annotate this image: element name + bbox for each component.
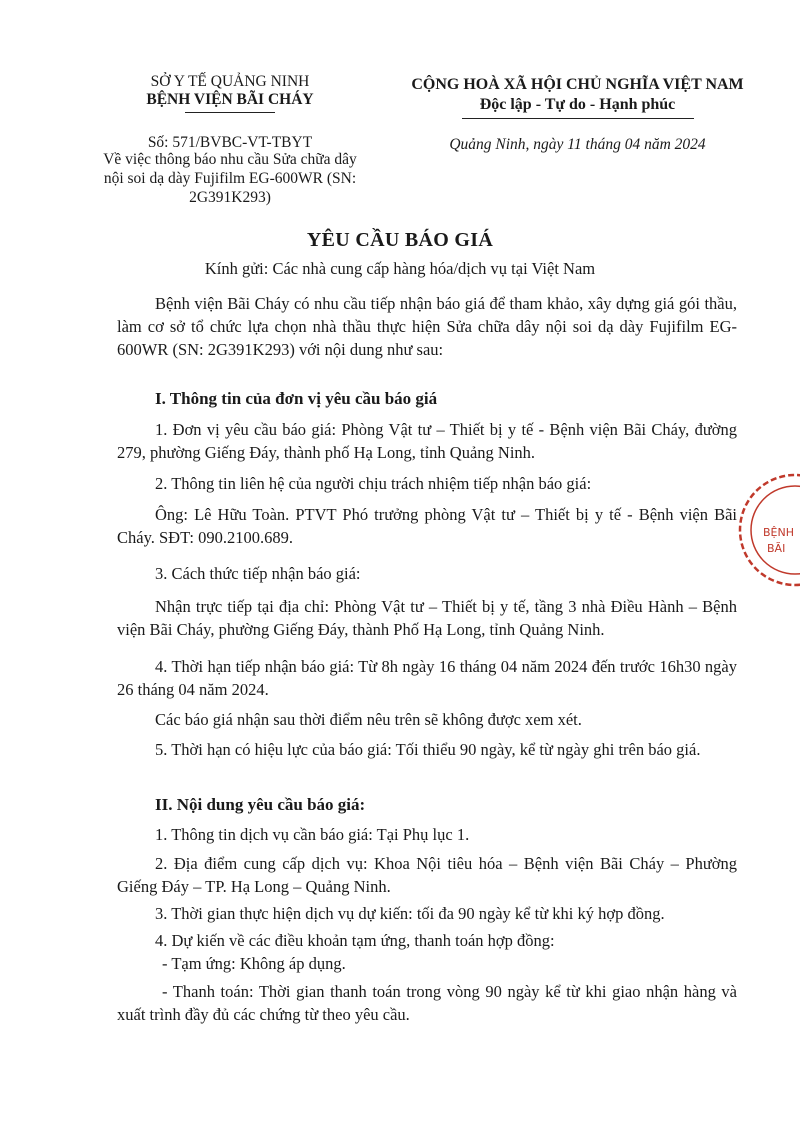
section-2-payment: - Thanh toán: Thời gian thanh toán trong vòng 90 ngày kể từ khi giao nhận hàng và xuất trình đầy đủ các chứng từ theo yêu cầu. xyxy=(117,982,737,1024)
section-1-note: Các báo giá nhận sau thời điểm nêu trên sẽ không được xem xét. xyxy=(155,710,582,729)
document-subject: Về việc thông báo nhu cầu Sửa chữa dây nội soi dạ dày Fujifilm EG-600WR (SN: 2G391K293) xyxy=(103,151,357,206)
ministry-name: SỞ Y TẾ QUẢNG NINH xyxy=(150,73,310,90)
document-title: YÊU CẦU BÁO GIÁ xyxy=(306,229,494,251)
section-1-contact: Ông: Lê Hữu Toàn. PTVT Phó trưởng phòng Vật tư – Thiết bị y tế - Bệnh viện Bãi Cháy. SĐT: 090.2100.689. xyxy=(117,505,737,547)
section-2-item-1: 1. Thông tin dịch vụ cần báo giá: Tại Phụ lục 1. xyxy=(155,825,470,844)
motto-underline xyxy=(462,118,694,119)
section-1-item-5: 5. Thời hạn có hiệu lực của báo giá: Tối thiểu 90 ngày, kể từ ngày ghi trên báo giá. xyxy=(155,740,701,759)
recipient-line: Kính gửi: Các nhà cung cấp hàng hóa/dịch vụ tại Việt Nam xyxy=(204,259,596,278)
section-1-item-4: 4. Thời hạn tiếp nhận báo giá: Từ 8h ngày 16 tháng 04 năm 2024 đến trước 16h30 ngày 26 tháng 04 năm 2024. xyxy=(117,657,737,699)
section-1-item-3: 3. Cách thức tiếp nhận báo giá: xyxy=(155,564,361,583)
hospital-stamp xyxy=(735,470,800,590)
section-2-item-2: 2. Địa điểm cung cấp dịch vụ: Khoa Nội tiêu hóa – Bệnh viện Bãi Cháy – Phường Giếng Đáy – TP. Hạ Long – Quảng Ninh. xyxy=(117,854,737,896)
reference-number: Số: 571/BVBC-VT-TBYT xyxy=(147,134,313,151)
section-2-item-3: 3. Thời gian thực hiện dịch vụ dự kiến: tối đa 90 ngày kể từ khi ký hợp đồng. xyxy=(155,904,665,923)
section-2-advance: - Tạm ứng: Không áp dụng. xyxy=(162,954,346,973)
republic-name: CỘNG HOÀ XÃ HỘI CHỦ NGHĨA VIỆT NAM xyxy=(411,76,744,93)
section-1-item-2: 2. Thông tin liên hệ của người chịu trách nhiệm tiếp nhận báo giá: xyxy=(155,474,592,493)
section-1-heading: I. Thông tin của đơn vị yêu cầu báo giá xyxy=(155,389,438,408)
section-2-heading: II. Nội dung yêu cầu báo giá: xyxy=(155,795,366,814)
national-motto: Độc lập - Tự do - Hạnh phúc xyxy=(479,96,676,113)
place-date: Quảng Ninh, ngày 11 tháng 04 năm 2024 xyxy=(449,136,706,153)
hospital-underline xyxy=(185,112,275,113)
stamp-text-2: BÃI xyxy=(767,542,786,555)
hospital-name: BỆNH VIỆN BÃI CHÁY xyxy=(146,91,314,108)
section-2-item-4: 4. Dự kiến về các điều khoản tạm ứng, thanh toán hợp đồng: xyxy=(155,931,555,950)
intro-paragraph: Bệnh viện Bãi Cháy có nhu cầu tiếp nhận báo giá để tham khảo, xây dựng giá gói thầu, làm cơ sở tổ chức lựa chọn nhà thầu thực hiện Sửa chữa dây nội soi dạ dày Fujifilm EG-600WR (SN: 2G391K293) với nội dung như sau: xyxy=(117,294,737,359)
section-1-item-1: 1. Đơn vị yêu cầu báo giá: Phòng Vật tư – Thiết bị y tế - Bệnh viện Bãi Cháy, đường 279, phường Giếng Đáy, thành phố Hạ Long, tỉnh Quảng Ninh. xyxy=(117,420,737,462)
stamp-text-1: BỆNH xyxy=(763,526,794,539)
section-1-address: Nhận trực tiếp tại địa chỉ: Phòng Vật tư – Thiết bị y tế, tầng 3 nhà Điều Hành – Bệnh viện Bãi Cháy, phường Giếng Đáy, thành Phố Hạ Long, tỉnh Quảng Ninh. xyxy=(117,597,737,639)
